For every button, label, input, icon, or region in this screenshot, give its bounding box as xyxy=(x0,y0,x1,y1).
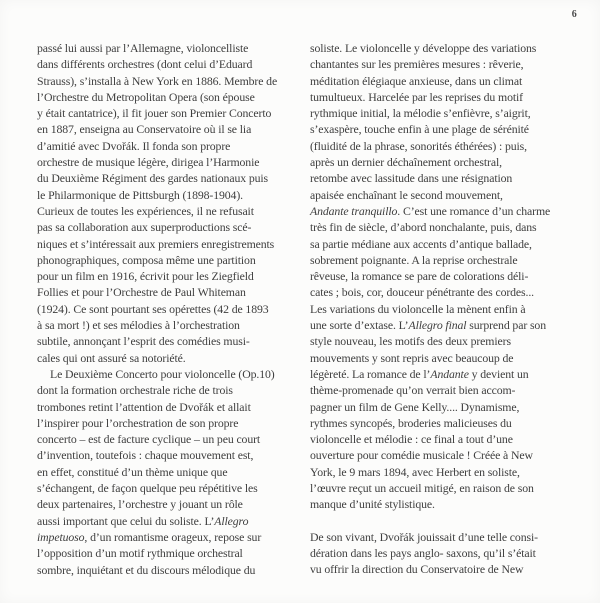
text-line xyxy=(310,447,578,463)
text-line xyxy=(37,219,301,235)
text-segment: Strauss), s’installa à New York en 1886. Membre de xyxy=(37,73,278,88)
text-line xyxy=(310,40,578,56)
text-line xyxy=(37,268,301,284)
text-line xyxy=(310,333,578,349)
text-segment: sombre, inquiétant et du discours mélodique du xyxy=(37,562,256,577)
text-line xyxy=(310,561,578,577)
paragraph xyxy=(37,40,301,366)
text-line xyxy=(37,366,301,382)
text-segment: le Philarmonique de Pittsburgh (1898-1904). xyxy=(37,187,243,202)
text-segment: après un dernier déchaînement orchestral, xyxy=(310,155,502,170)
text-line xyxy=(310,138,578,154)
text-line xyxy=(37,284,301,300)
text-segment: Andante tranquillo xyxy=(310,203,398,218)
text-line xyxy=(310,236,578,252)
text-line xyxy=(310,105,578,121)
text-segment: apaisée enchaînant le second mouvement, xyxy=(310,187,503,202)
text-line xyxy=(310,545,578,561)
text-segment: légèreté. La romance de l’ xyxy=(310,366,431,381)
text-segment: concerto – est de facture cyclique – un peu court xyxy=(37,432,261,447)
text-line xyxy=(37,382,301,398)
text-line xyxy=(310,154,578,170)
text-line xyxy=(310,219,578,235)
text-line xyxy=(37,317,301,333)
text-line xyxy=(37,236,301,252)
text-segment: cales qui ont assuré sa notoriété. xyxy=(37,350,186,365)
text-line xyxy=(37,105,301,121)
text-segment: De son vivant, Dvořák jouissait d’une telle consi- xyxy=(310,529,538,544)
text-line xyxy=(310,431,578,447)
text-segment: ouverture pour comédie musicale ! Créée à New xyxy=(310,448,533,463)
text-segment: soliste. Le violoncelle y développe des variations xyxy=(310,41,537,55)
text-segment: trombones retint l’attention de Dvořák et allait xyxy=(37,399,251,414)
text-line xyxy=(310,399,578,415)
text-line xyxy=(37,513,301,529)
text-line xyxy=(310,350,578,366)
text-line xyxy=(37,170,301,186)
text-line xyxy=(37,89,301,105)
text-segment: sa partie médiane aux accents d’antique ballade, xyxy=(310,236,532,251)
text-line xyxy=(37,399,301,415)
text-segment: surprend par son xyxy=(466,318,546,333)
text-segment: Curieux de toutes les expériences, il ne refusait xyxy=(37,203,254,218)
text-segment: (fluidité de la phrase, sonorités éthérées) : puis, xyxy=(310,138,527,153)
text-segment: pas sa collaboration aux superproductions scé- xyxy=(37,220,252,235)
text-line xyxy=(310,415,578,431)
text-segment: York, le 9 mars 1894, avec Herbert en soliste, xyxy=(310,464,520,479)
text-segment: sobrement poignante. A la reprise orchestrale xyxy=(310,252,518,267)
text-segment: Allegro xyxy=(214,513,249,528)
text-column-right xyxy=(310,40,578,578)
text-segment: manque d’unité stylistique. xyxy=(310,497,435,512)
text-segment: pagner un film de Gene Kelly.... Dynamisme, xyxy=(310,399,520,414)
text-segment: l’œuvre reçut un accueil mitigé, en raison de son xyxy=(310,481,534,496)
text-segment: (1924). Ce sont pourtant ses opérettes (42 de 1893 xyxy=(37,301,269,316)
text-segment: thème-promenade qu’on verrait bien accom- xyxy=(310,383,516,398)
text-segment: orchestre de musique légère, dirigea l’Harmonie xyxy=(37,155,260,170)
text-segment: , d’un romantisme orageux, repose sur xyxy=(84,529,262,544)
text-segment: retombe avec lassitude dans une résignation xyxy=(310,171,513,186)
text-segment: l’inspirer pour l’orchestration de son propre xyxy=(37,415,239,430)
text-segment: subtile, annonçant l’esprit des comédies musi- xyxy=(37,334,250,349)
text-segment: rythmes syncopés, broderies malicieuses du xyxy=(310,415,512,430)
text-line xyxy=(37,301,301,317)
text-segment: très fin de siècle, d’abord nonchalante, puis, dans xyxy=(310,220,537,235)
text-segment: d’invention, toutefois : chaque mouvement est, xyxy=(37,448,254,463)
text-segment: une sorte d’extase. L’ xyxy=(310,318,409,333)
page-number: 6 xyxy=(571,9,577,20)
text-line xyxy=(37,464,301,480)
text-line xyxy=(310,496,578,512)
text-segment: dération dans les pays anglo- saxons, qu’il s’était xyxy=(310,545,536,560)
text-segment: niques et s’intéressait aux premiers enregistrements xyxy=(37,236,275,251)
text-line xyxy=(310,366,578,382)
text-segment: y était cantatrice), il fit jouer son Premier Concerto xyxy=(37,106,272,121)
text-line xyxy=(37,350,301,366)
text-segment: en effet, constitué d’un thème unique que xyxy=(37,464,228,479)
text-segment: à sa mort !) et ses mélodies à l’orchestration xyxy=(37,318,240,333)
text-line xyxy=(310,268,578,284)
text-segment: violoncelle et mélodie : ce final a tout d’une xyxy=(310,432,513,447)
text-line xyxy=(310,284,578,300)
paragraph xyxy=(310,529,578,578)
text-line xyxy=(37,138,301,154)
text-segment: rythmique initial, la mélodie s’enfièvre, s’aigrit, xyxy=(310,106,531,121)
text-line xyxy=(37,447,301,463)
text-segment: méditation élégiaque anxieuse, dans un climat xyxy=(310,73,523,88)
text-segment: . C’est une romance d’un charme xyxy=(397,203,551,218)
text-segment: aussi important que celui du soliste. L’ xyxy=(37,513,215,528)
text-line xyxy=(37,562,301,578)
text-line xyxy=(37,529,301,545)
text-segment: Allegro final xyxy=(408,318,467,333)
paragraph xyxy=(310,40,578,513)
text-line xyxy=(37,154,301,170)
text-segment: s’exaspère, touche enfin à une plage de sérénité xyxy=(310,122,529,137)
text-line xyxy=(37,431,301,447)
text-line xyxy=(37,333,301,349)
text-line xyxy=(37,56,301,72)
text-segment: vu offrir la direction du Conservatoire de New xyxy=(310,562,524,577)
text-line xyxy=(37,40,301,56)
text-line xyxy=(310,382,578,398)
text-segment: impetuoso xyxy=(37,529,85,544)
text-segment: Andante xyxy=(430,366,469,381)
text-segment: cates ; bois, cor, douceur pénétrante des cordes... xyxy=(310,285,535,300)
text-line xyxy=(37,203,301,219)
text-line xyxy=(310,480,578,496)
text-line xyxy=(37,415,301,431)
text-segment: y devient un xyxy=(468,366,529,381)
text-line xyxy=(37,121,301,137)
text-segment: l’opposition d’un motif rythmique orchestral xyxy=(37,546,243,561)
text-segment: style nouveau, les motifs des deux premiers xyxy=(310,334,511,349)
text-line xyxy=(310,464,578,480)
text-segment: tumultueux. Harcelée par les reprises du motif xyxy=(310,89,523,104)
text-segment: pour un film en 1916, écrivit pour les Ziegfield xyxy=(37,269,254,284)
text-segment: Le Deuxième Concerto pour violoncelle (Op.10) xyxy=(50,366,275,381)
text-segment: mouvements y sont repris avec beaucoup de xyxy=(310,350,514,365)
text-segment: chantantes sur les premières mesures : rêverie, xyxy=(310,57,524,72)
text-line xyxy=(310,56,578,72)
text-segment: dans différents orchestres (dont celui d’Eduard xyxy=(37,57,253,72)
text-segment: en 1887, enseigna au Conservatoire où il se lia xyxy=(37,122,252,137)
text-segment: du Deuxième Régiment des gardes nationaux puis xyxy=(37,171,269,186)
text-column-left xyxy=(37,40,301,578)
text-line xyxy=(310,170,578,186)
text-segment: dont la formation orchestrale riche de trois xyxy=(37,383,233,398)
text-line xyxy=(310,529,578,545)
text-segment: phonographiques, composa même une partition xyxy=(37,252,256,267)
text-segment: s’échangent, de façon quelque peu répétitive les xyxy=(37,481,258,496)
text-line xyxy=(310,203,578,219)
text-line xyxy=(310,121,578,137)
text-line xyxy=(310,73,578,89)
text-line xyxy=(310,252,578,268)
text-line xyxy=(37,73,301,89)
text-line xyxy=(37,480,301,496)
text-line xyxy=(310,89,578,105)
text-line xyxy=(310,317,578,333)
text-line xyxy=(310,301,578,317)
text-segment: Follies et pour l’Orchestre de Paul Whiteman xyxy=(37,285,246,300)
text-segment: Les variations du violoncelle la mènent enfin à xyxy=(310,301,526,316)
text-segment: passé lui aussi par l’Allemagne, violoncelliste xyxy=(37,41,249,55)
text-line xyxy=(37,252,301,268)
text-line xyxy=(37,496,301,512)
text-segment: l’Orchestre du Metropolitan Opera (son épouse xyxy=(37,89,255,104)
text-line xyxy=(37,545,301,561)
text-segment: deux partenaires, l’orchestre y jouant un rôle xyxy=(37,497,243,512)
text-segment: d’amitié avec Dvořák. Il fonda son propre xyxy=(37,138,231,153)
text-line xyxy=(310,187,578,203)
text-segment: rêveuse, la romance se pare de colorations déli- xyxy=(310,269,529,284)
paragraph xyxy=(37,366,301,578)
text-line xyxy=(37,187,301,203)
